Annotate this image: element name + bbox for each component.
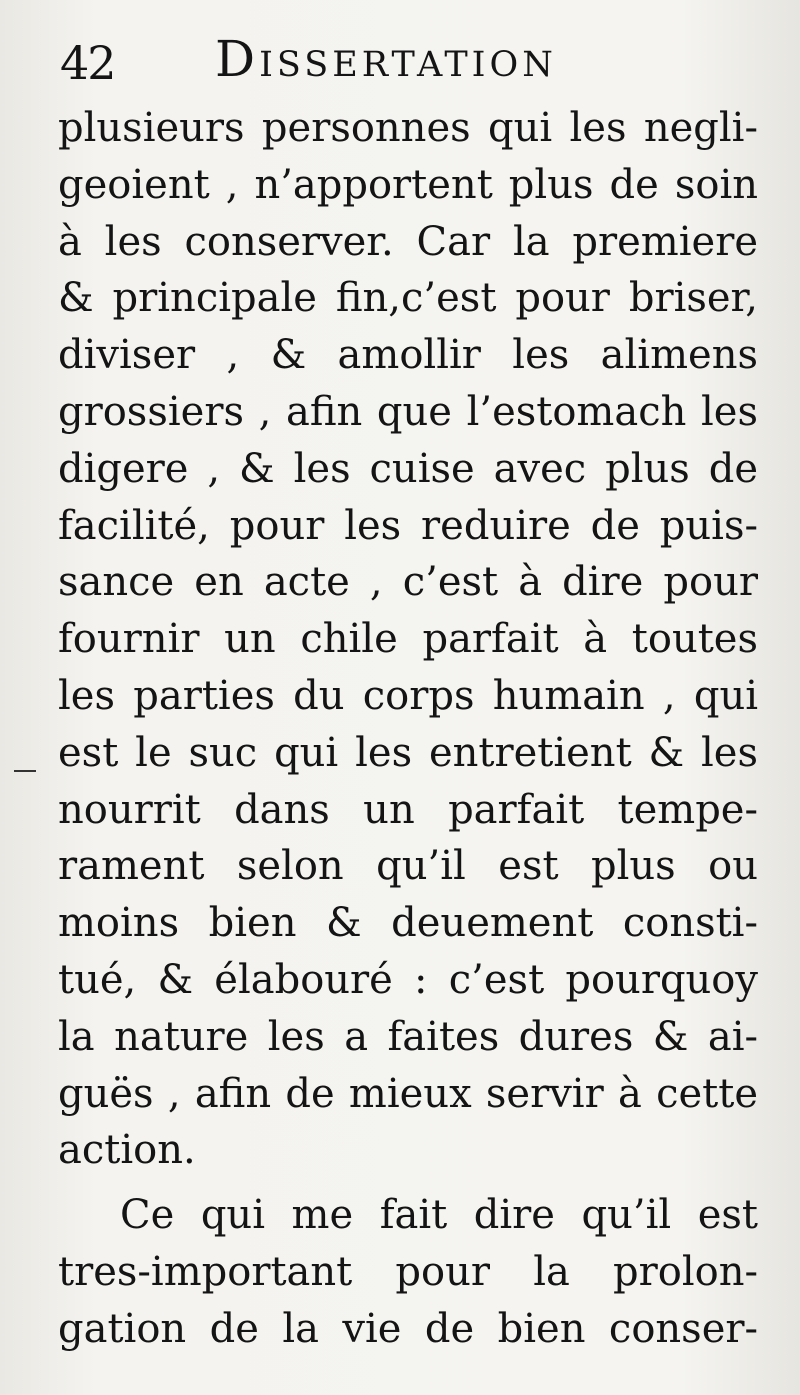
margin-mark [14, 770, 36, 772]
text-line: fournir un chile parfait à toutes [58, 616, 758, 663]
text-line: grossiers , afin que l’estomach les [58, 388, 758, 435]
text-line: digere , & les cuise avec plus de [58, 445, 758, 492]
text-line: diviser , & amollir les alimens [58, 332, 758, 379]
text-line: sance en acte , c’est à dire pour [58, 559, 758, 606]
text-line: Ce qui me fait dire qu’il est [120, 1192, 758, 1239]
text-line: gation de la vie de bien conser- [58, 1305, 758, 1352]
text-line: tres-important pour la prolon- [58, 1248, 758, 1295]
text-line: moins bien & deuement consti- [58, 900, 758, 947]
text-line: nourrit dans un parfait tempe- [58, 786, 758, 833]
paragraph-gap [58, 1179, 758, 1187]
text-line: rament selon qu’il est plus ou [58, 843, 758, 890]
text-line: facilité, pour les reduire de puis- [58, 502, 758, 549]
body-text [58, 100, 758, 1358]
running-head: Dissertation [215, 30, 557, 88]
text-line: guës , afin de mieux servir à cette [58, 1070, 758, 1117]
text-line: & principale fin,c’est pour briser, [58, 275, 758, 322]
text-line: geoient , n’apportent plus de soin [58, 161, 758, 208]
text-line: la nature les a faites dures & ai- [58, 1013, 758, 1060]
page-header [60, 28, 760, 98]
text-line: tué, & élabouré : c’est pourquoy [58, 956, 758, 1003]
text-line: est le suc qui les entretient & les [58, 729, 758, 776]
text-line: à les conserver. Car la premiere [58, 218, 758, 265]
page-number: 42 [60, 36, 115, 90]
text-line: les parties du corps humain , qui [58, 672, 758, 719]
text-line: plusieurs personnes qui les negli- [58, 105, 758, 151]
text-line: action. [58, 1127, 196, 1174]
